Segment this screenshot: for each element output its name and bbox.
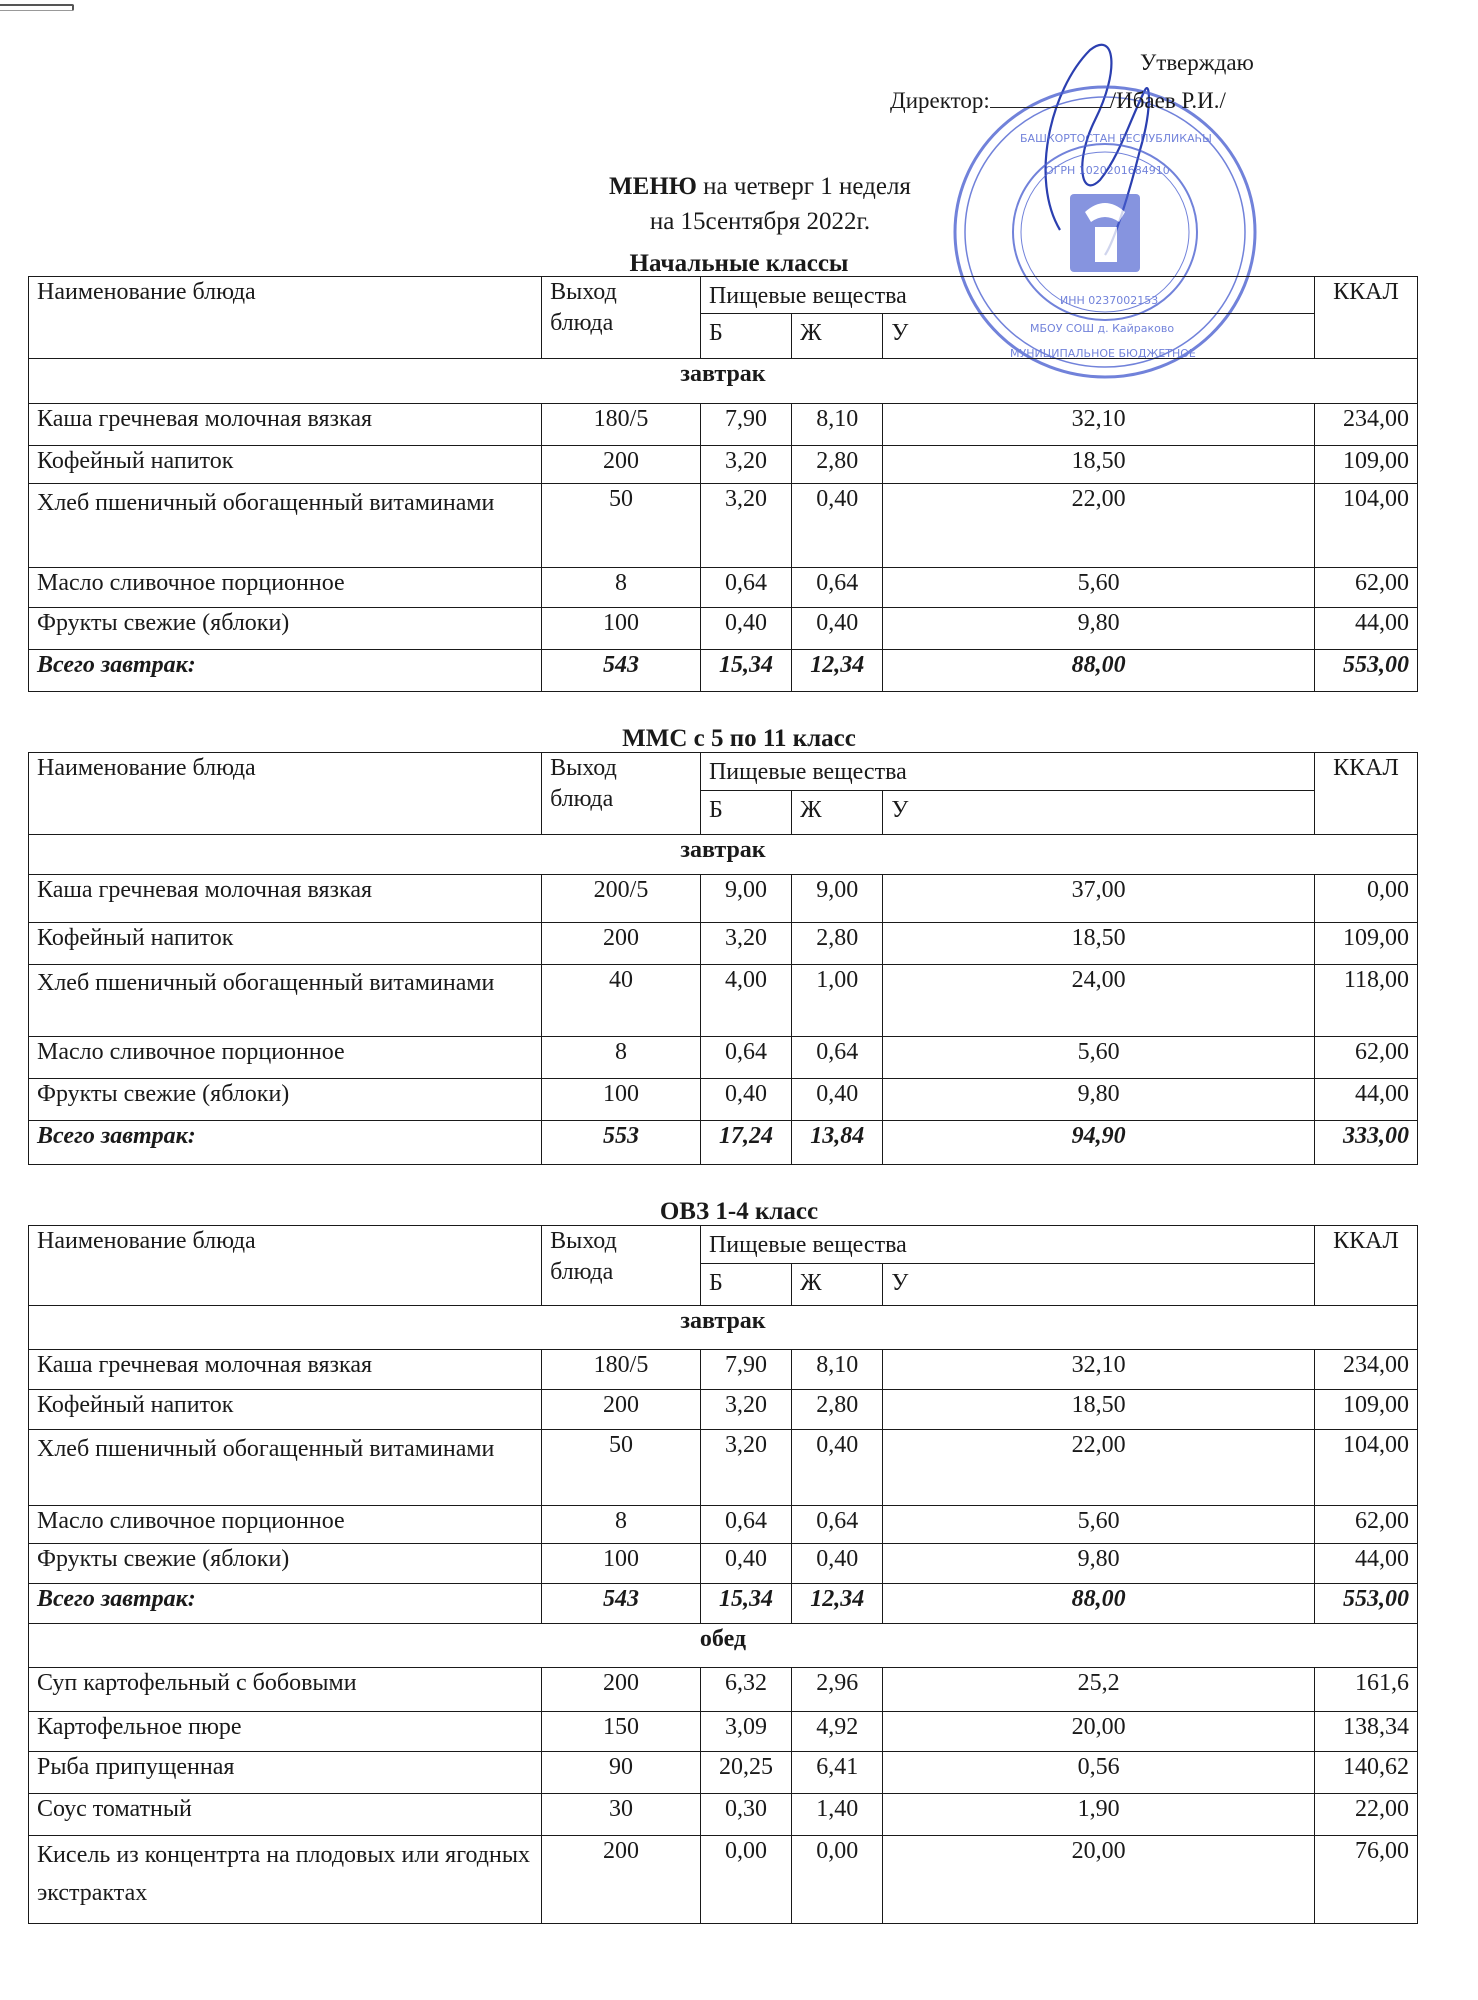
col-header-nutrients: Пищевые вещества [700, 1226, 1314, 1264]
table-cell: 18,50 [883, 1390, 1315, 1430]
col-header-z: Ж [792, 791, 883, 835]
table-row [29, 1544, 1418, 1584]
table-cell: 15,34 [700, 1584, 791, 1624]
table-cell: 180/5 [542, 404, 701, 446]
table-cell: Масло сливочное порционное [29, 1037, 542, 1079]
table-cell: 200 [542, 923, 701, 965]
table-cell: 50 [542, 484, 701, 568]
table-cell: 30 [542, 1794, 701, 1836]
table-cell: 200 [542, 1390, 701, 1430]
table-row [29, 1430, 1418, 1506]
col-header-b: Б [700, 1264, 791, 1306]
table-cell: 333,00 [1314, 1121, 1417, 1165]
menu-table-ovz [28, 1225, 1418, 1924]
col-header-name: Наименование блюда [29, 1226, 542, 1306]
table-cell: 3,20 [700, 1390, 791, 1430]
table-cell: 180/5 [542, 1350, 701, 1390]
table-row [29, 1668, 1418, 1712]
table-cell: Хлеб пшеничный обогащенный витаминами [29, 484, 542, 568]
menu-day: на четверг 1 неделя [696, 173, 911, 200]
table-cell: 76,00 [1314, 1836, 1417, 1924]
table-cell: Фрукты свежие (яблоки) [29, 1079, 542, 1121]
table-cell: 100 [542, 608, 701, 650]
table-cell: 17,24 [700, 1121, 791, 1165]
table-cell: 0,40 [700, 1544, 791, 1584]
scan-corner-mark [0, 4, 74, 11]
table-cell: 0,40 [792, 608, 883, 650]
svg-text:МБОУ СОШ д. Кайраково: МБОУ СОШ д. Кайраково [1030, 322, 1175, 335]
table-cell: 20,00 [883, 1836, 1315, 1924]
table-row [29, 1079, 1418, 1121]
total-row [29, 650, 1418, 692]
col-header-name: Наименование блюда [29, 277, 542, 359]
table-cell: 22,00 [883, 1430, 1315, 1506]
table-row [29, 923, 1418, 965]
table-row [29, 965, 1418, 1037]
table-cell: 32,10 [883, 404, 1315, 446]
table-cell: Кофейный напиток [29, 1390, 542, 1430]
table-row [29, 1037, 1418, 1079]
menu-table-primary [28, 276, 1418, 692]
table-cell: 0,00 [792, 1836, 883, 1924]
table-cell: 15,34 [700, 650, 791, 692]
table-cell: Каша гречневая молочная вязкая [29, 1350, 542, 1390]
table-row [29, 404, 1418, 446]
table-cell: Соус томатный [29, 1794, 542, 1836]
table-cell: 3,20 [700, 923, 791, 965]
table-cell: 22,00 [883, 484, 1315, 568]
table-cell: 25,2 [883, 1668, 1315, 1712]
table-cell: 234,00 [1314, 404, 1417, 446]
table-row [29, 1506, 1418, 1544]
table-cell: 9,80 [883, 1544, 1315, 1584]
director-line [890, 88, 1226, 114]
total-row [29, 1584, 1418, 1624]
table-cell: 9,00 [700, 875, 791, 923]
table-row [29, 484, 1418, 568]
table-cell: Хлеб пшеничный обогащенный витаминами [29, 1430, 542, 1506]
svg-text:МУНИЦИПАЛЬНОЕ БЮДЖЕТНОЕ: МУНИЦИПАЛЬНОЕ БЮДЖЕТНОЕ [1010, 347, 1196, 360]
table-cell: Каша гречневая молочная вязкая [29, 404, 542, 446]
table-cell: 7,90 [700, 1350, 791, 1390]
table-cell: 138,34 [1314, 1712, 1417, 1752]
menu-table-mms [28, 752, 1418, 1165]
table-cell: 44,00 [1314, 1544, 1417, 1584]
table-row [29, 1712, 1418, 1752]
table-cell: 200 [542, 1668, 701, 1712]
table-cell: 7,90 [700, 404, 791, 446]
table-cell: 0,40 [792, 484, 883, 568]
table-cell: 94,90 [883, 1121, 1315, 1165]
table-cell: 543 [542, 650, 701, 692]
table-cell: 0,64 [700, 1037, 791, 1079]
table-cell: 0,64 [700, 1506, 791, 1544]
table-cell: 8,10 [792, 404, 883, 446]
col-header-kcal: ККАЛ [1314, 1226, 1417, 1306]
col-header-yield: Выход блюда [542, 277, 701, 359]
table-cell: 50 [542, 1430, 701, 1506]
table-cell: Фрукты свежие (яблоки) [29, 1544, 542, 1584]
meal-label-lunch: обед [29, 1624, 1418, 1668]
table-cell: 2,96 [792, 1668, 883, 1712]
table-row [29, 1836, 1418, 1924]
director-label: Директор: [890, 88, 990, 113]
col-header-b: Б [700, 791, 791, 835]
table-cell: 0,40 [700, 1079, 791, 1121]
table-row [29, 568, 1418, 608]
menu-word: МЕНЮ [609, 173, 697, 200]
table-cell: 5,60 [883, 568, 1315, 608]
table-cell: Каша гречневая молочная вязкая [29, 875, 542, 923]
table-row [29, 1390, 1418, 1430]
table-cell: 8 [542, 1037, 701, 1079]
signature-line [990, 89, 1110, 108]
table-cell: 3,09 [700, 1712, 791, 1752]
table-cell: Хлеб пшеничный обогащенный витаминами [29, 965, 542, 1037]
meal-label: завтрак [29, 359, 1418, 404]
table-cell: 20,25 [700, 1752, 791, 1794]
col-header-kcal: ККАЛ [1314, 277, 1417, 359]
table-row [29, 446, 1418, 484]
svg-text:ОГРН 1020201684910: ОГРН 1020201684910 [1045, 164, 1170, 177]
page-title [400, 170, 1120, 204]
table-cell: 4,00 [700, 965, 791, 1037]
table-cell: 0,64 [792, 568, 883, 608]
table-cell: 88,00 [883, 1584, 1315, 1624]
table-cell: 1,40 [792, 1794, 883, 1836]
table-cell: 104,00 [1314, 484, 1417, 568]
table-cell: 234,00 [1314, 1350, 1417, 1390]
table-cell: 0,64 [792, 1037, 883, 1079]
col-header-b: Б [700, 314, 791, 359]
table-cell: 13,84 [792, 1121, 883, 1165]
table-row [29, 608, 1418, 650]
director-name: /Ибаев Р.И./ [1109, 88, 1226, 113]
table-cell: 3,20 [700, 446, 791, 484]
table-cell: 1,00 [792, 965, 883, 1037]
table-cell: 161,6 [1314, 1668, 1417, 1712]
table-cell: 62,00 [1314, 1506, 1417, 1544]
table-cell: 3,20 [700, 1430, 791, 1506]
table-cell: 24,00 [883, 965, 1315, 1037]
col-header-yield: Выход блюда [542, 753, 701, 835]
section-caption-primary: Начальные классы [629, 250, 849, 277]
table-cell: 18,50 [883, 923, 1315, 965]
col-header-z: Ж [792, 1264, 883, 1306]
table-cell: 109,00 [1314, 923, 1417, 965]
table-cell: 44,00 [1314, 1079, 1417, 1121]
table-cell: 22,00 [1314, 1794, 1417, 1836]
table-cell: 553,00 [1314, 650, 1417, 692]
table-cell: 9,80 [883, 1079, 1315, 1121]
table-cell: 0,40 [792, 1430, 883, 1506]
table-cell: 2,80 [792, 923, 883, 965]
col-header-u: У [883, 791, 1315, 835]
table-cell: 109,00 [1314, 446, 1417, 484]
table-cell: Кофейный напиток [29, 446, 542, 484]
table-cell: 44,00 [1314, 608, 1417, 650]
table-cell: 12,34 [792, 1584, 883, 1624]
table-cell: 109,00 [1314, 1390, 1417, 1430]
table-cell: 150 [542, 1712, 701, 1752]
table-cell: 2,80 [792, 1390, 883, 1430]
table-cell: 5,60 [883, 1506, 1315, 1544]
table-cell: Рыба припущенная [29, 1752, 542, 1794]
table-cell: 118,00 [1314, 965, 1417, 1037]
col-header-nutrients: Пищевые вещества [700, 277, 1314, 314]
col-header-yield: Выход блюда [542, 1226, 701, 1306]
svg-text:ИНН 0237002153: ИНН 0237002153 [1060, 294, 1159, 307]
table-cell: 9,80 [883, 608, 1315, 650]
table-cell: 62,00 [1314, 1037, 1417, 1079]
table-cell: 12,34 [792, 650, 883, 692]
table-cell: 200 [542, 1836, 701, 1924]
table-cell: Всего завтрак: [29, 650, 542, 692]
table-cell: 0,30 [700, 1794, 791, 1836]
table-cell: 20,00 [883, 1712, 1315, 1752]
table-cell: 40 [542, 965, 701, 1037]
table-cell: 140,62 [1314, 1752, 1417, 1794]
table-cell: 0,40 [792, 1079, 883, 1121]
approve-label: Утверждаю [1140, 50, 1254, 75]
table-cell: 553,00 [1314, 1584, 1417, 1624]
table-row [29, 1350, 1418, 1390]
table-cell: 6,41 [792, 1752, 883, 1794]
table-cell: 5,60 [883, 1037, 1315, 1079]
col-header-name: Наименование блюда [29, 753, 542, 835]
table-cell: 1,90 [883, 1794, 1315, 1836]
table-cell: 0,56 [883, 1752, 1315, 1794]
table-cell: 62,00 [1314, 568, 1417, 608]
total-row [29, 1121, 1418, 1165]
table-cell: 553 [542, 1121, 701, 1165]
table-cell: 200/5 [542, 875, 701, 923]
table-cell: 90 [542, 1752, 701, 1794]
col-header-kcal: ККАЛ [1314, 753, 1417, 835]
table-cell: 88,00 [883, 650, 1315, 692]
table-cell: Картофельное пюре [29, 1712, 542, 1752]
table-row [29, 1794, 1418, 1836]
table-row [29, 1752, 1418, 1794]
table-cell: 8,10 [792, 1350, 883, 1390]
table-cell: 37,00 [883, 875, 1315, 923]
col-header-z: Ж [792, 314, 883, 359]
table-cell: 8 [542, 568, 701, 608]
table-cell: Фрукты свежие (яблоки) [29, 608, 542, 650]
table-cell: 104,00 [1314, 1430, 1417, 1506]
table-cell: 100 [542, 1079, 701, 1121]
table-cell: 2,80 [792, 446, 883, 484]
table-cell: Кисель из концентрта на плодовых или ягодных экстрактах [29, 1836, 542, 1924]
table-cell: Суп картофельный с бобовыми [29, 1668, 542, 1712]
menu-date: на 15сентября 2022г. [649, 208, 871, 235]
table-cell: 8 [542, 1506, 701, 1544]
table-cell: 0,00 [1314, 875, 1417, 923]
section-caption-ovz: ОВЗ 1-4 класс [659, 1198, 819, 1225]
table-cell: 0,40 [700, 608, 791, 650]
table-cell: 100 [542, 1544, 701, 1584]
section-caption-mms: ММС с 5 по 11 класс [622, 725, 856, 752]
table-cell: Кофейный напиток [29, 923, 542, 965]
table-cell: 200 [542, 446, 701, 484]
table-cell: 0,64 [700, 568, 791, 608]
table-cell: 3,20 [700, 484, 791, 568]
table-cell: Масло сливочное порционное [29, 568, 542, 608]
table-row [29, 875, 1418, 923]
meal-label: завтрак [29, 835, 1418, 875]
col-header-u: У [883, 314, 1315, 359]
table-cell: 0,00 [700, 1836, 791, 1924]
table-cell: Масло сливочное порционное [29, 1506, 542, 1544]
col-header-u: У [883, 1264, 1315, 1306]
meal-label: завтрак [29, 1306, 1418, 1350]
table-cell: Всего завтрак: [29, 1584, 542, 1624]
table-cell: 32,10 [883, 1350, 1315, 1390]
table-cell: 543 [542, 1584, 701, 1624]
table-cell: Всего завтрак: [29, 1121, 542, 1165]
table-cell: 0,64 [792, 1506, 883, 1544]
table-cell: 9,00 [792, 875, 883, 923]
table-cell: 18,50 [883, 446, 1315, 484]
table-cell: 4,92 [792, 1712, 883, 1752]
svg-text:БАШКОРТОСТАН РЕСПУБЛИКАҺЫ: БАШКОРТОСТАН РЕСПУБЛИКАҺЫ [1020, 132, 1212, 145]
col-header-nutrients: Пищевые вещества [700, 753, 1314, 791]
table-cell: 6,32 [700, 1668, 791, 1712]
table-cell: 0,40 [792, 1544, 883, 1584]
